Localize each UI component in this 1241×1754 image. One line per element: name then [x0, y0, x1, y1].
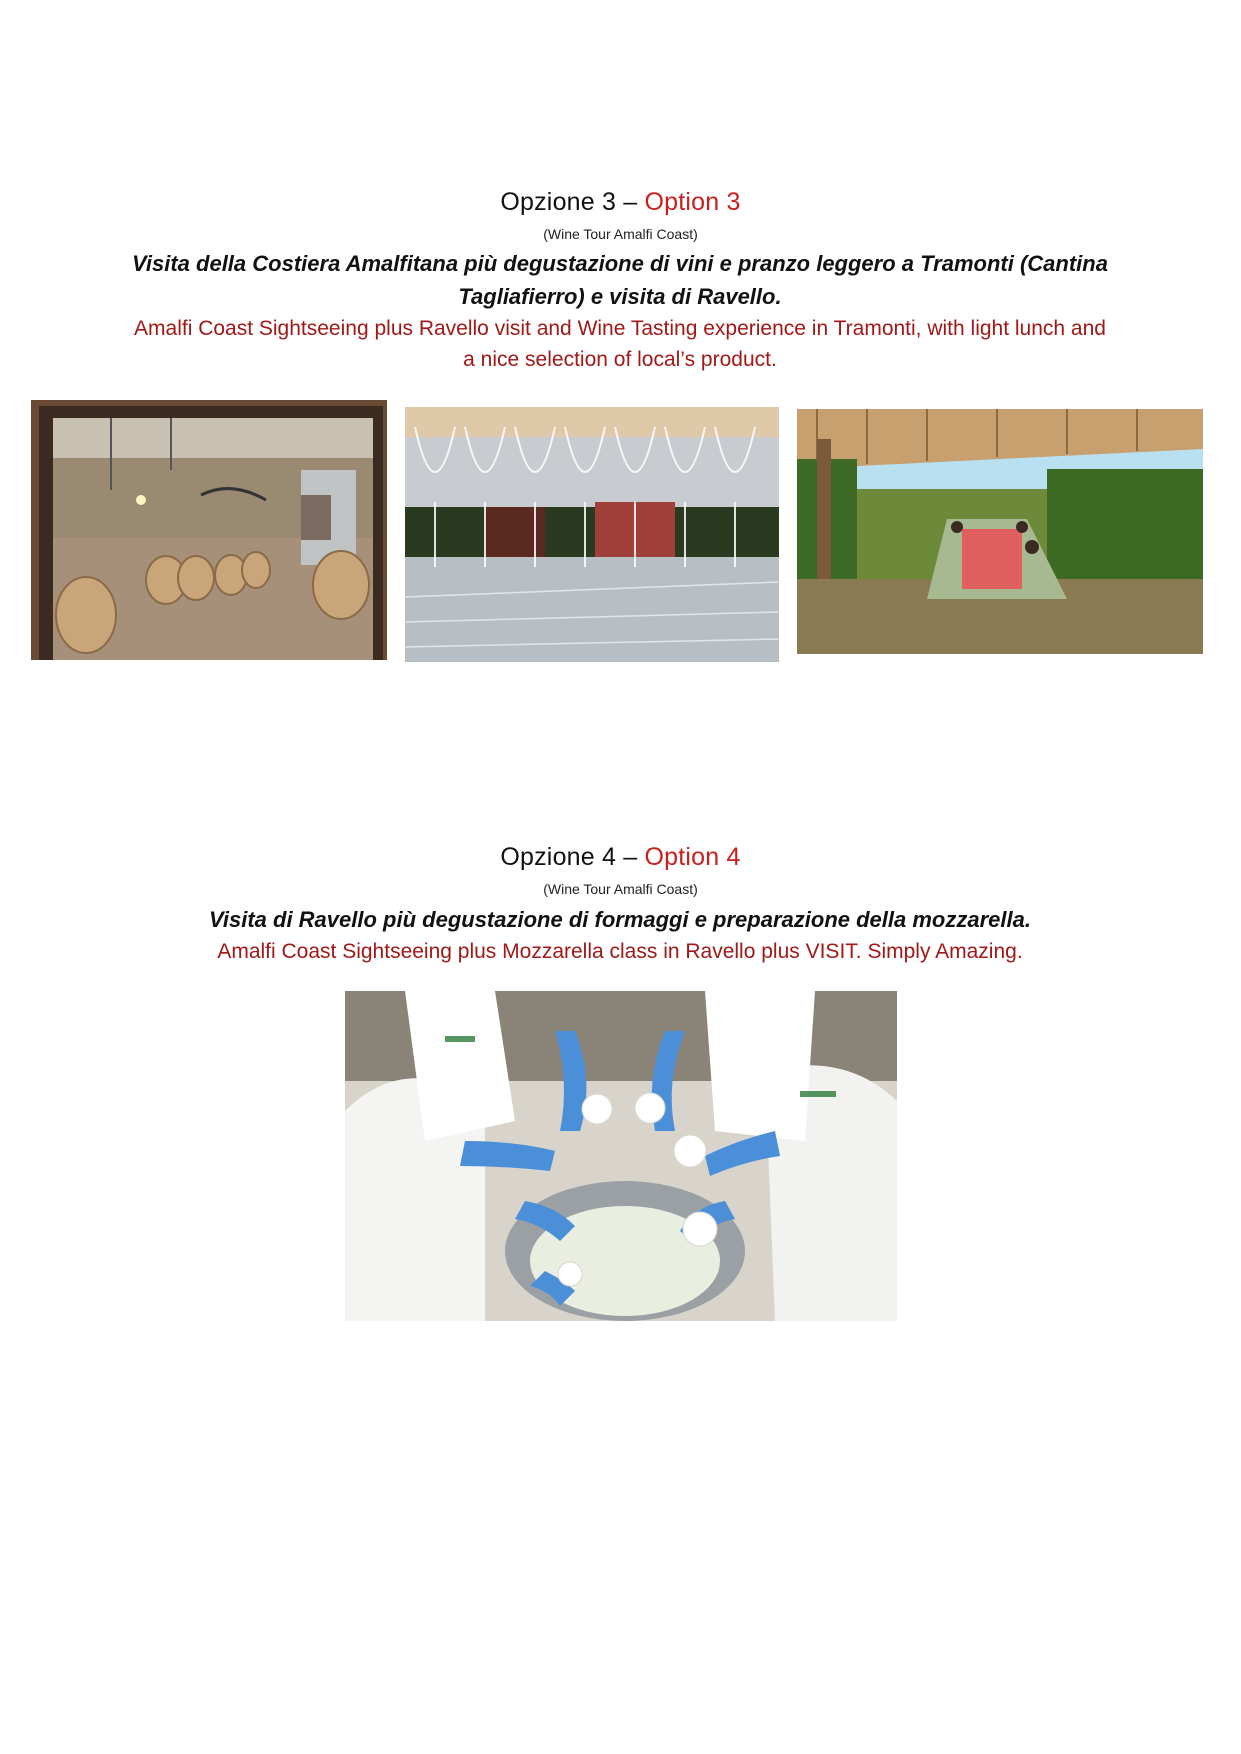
option3-title-line1: Visita della Costiera Amalfitana più degustazione di vini e pranzo leggero a Tramonti (Cantina — [132, 251, 1108, 276]
winery-cellar-photo — [31, 400, 387, 660]
option4-heading — [0, 843, 1241, 872]
option3-heading — [0, 188, 1241, 217]
wine-glasses-photo — [405, 407, 779, 662]
option4-desc: Amalfi Coast Sightseeing plus Mozzarella class in Ravello plus VISIT. Simply Amazing. — [217, 940, 1023, 963]
option3-heading-en: Option 3 — [644, 188, 741, 216]
option3-heading-it: Opzione 3 – — [500, 188, 638, 216]
option4-subtitle: (Wine Tour Amalfi Coast) — [543, 881, 698, 897]
option3-desc-line2: a nice selection of local’s product. — [463, 348, 777, 371]
pergola-lunch-photo — [797, 409, 1203, 654]
mozzarella-class-photo — [345, 991, 897, 1321]
option4-title: Visita di Ravello più degustazione di formaggi e preparazione della mozzarella. — [209, 907, 1031, 932]
option3-title-line2: Tagliafierro) e visita di Ravello. — [458, 284, 782, 309]
option4-heading-it: Opzione 4 – — [500, 843, 638, 871]
option3-desc-line1: Amalfi Coast Sightseeing plus Ravello visit and Wine Tasting experience in Tramonti, with light lunch and — [134, 317, 1106, 340]
option3-subtitle: (Wine Tour Amalfi Coast) — [543, 226, 698, 242]
option4-heading-en: Option 4 — [644, 843, 741, 871]
